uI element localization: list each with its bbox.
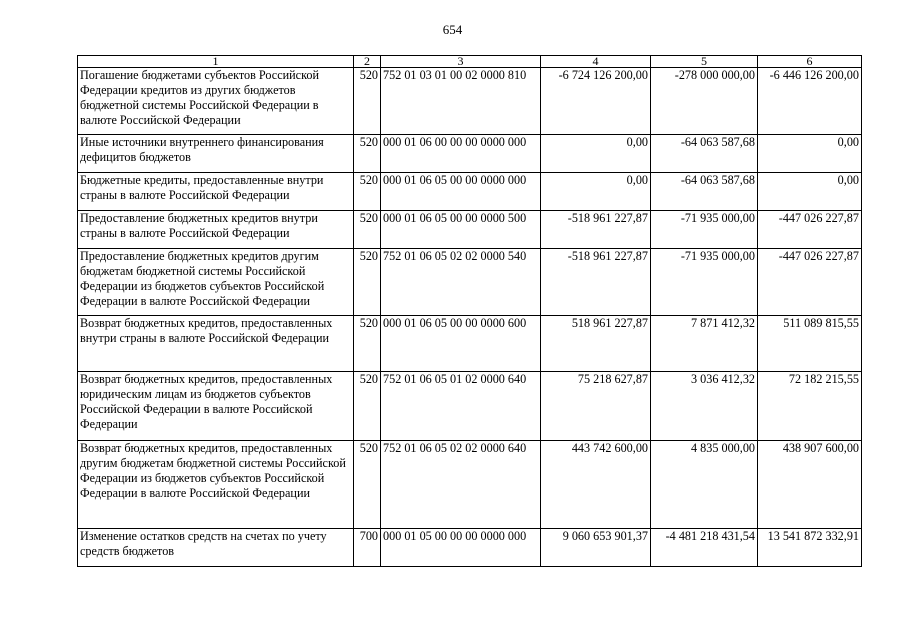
value-col6-cell: 0,00 bbox=[758, 135, 862, 173]
value-col6-cell: -6 446 126 200,00 bbox=[758, 68, 862, 135]
value-col4-cell: 0,00 bbox=[541, 135, 651, 173]
value-col6-cell: 13 541 872 332,91 bbox=[758, 529, 862, 567]
budget-code-cell: 752 01 06 05 01 02 0000 640 bbox=[381, 372, 541, 441]
table-row bbox=[78, 211, 862, 249]
table-body bbox=[78, 56, 862, 567]
admin-code-cell: 520 bbox=[354, 173, 381, 211]
admin-code-cell: 520 bbox=[354, 316, 381, 372]
row-name-cell: Возврат бюджетных кредитов, предоставленных юридическим лицам из бюджетов субъектов Российской Федерации в валюте Российской Федерации bbox=[78, 372, 354, 441]
value-col6-cell: 72 182 215,55 bbox=[758, 372, 862, 441]
value-col5-cell: -71 935 000,00 bbox=[651, 211, 758, 249]
row-name-cell: Иные источники внутреннего финансирования дефицитов бюджетов bbox=[78, 135, 354, 173]
row-name-cell: Бюджетные кредиты, предоставленные внутри страны в валюте Российской Федерации bbox=[78, 173, 354, 211]
admin-code-cell: 520 bbox=[354, 372, 381, 441]
table-row bbox=[78, 529, 862, 567]
row-name-cell: Возврат бюджетных кредитов, предоставленных другим бюджетам бюджетной системы Российской Федерации из бюджетов субъектов Российской Федерации в валюте Российской Федерации bbox=[78, 441, 354, 529]
value-col4-cell: -518 961 227,87 bbox=[541, 249, 651, 316]
table-row bbox=[78, 68, 862, 135]
column-header: 3 bbox=[381, 56, 541, 68]
table-row bbox=[78, 173, 862, 211]
column-header: 6 bbox=[758, 56, 862, 68]
admin-code-cell: 520 bbox=[354, 135, 381, 173]
value-col4-cell: 518 961 227,87 bbox=[541, 316, 651, 372]
column-header: 5 bbox=[651, 56, 758, 68]
value-col4-cell: -6 724 126 200,00 bbox=[541, 68, 651, 135]
budget-code-cell: 000 01 06 05 00 00 0000 000 bbox=[381, 173, 541, 211]
budget-code-cell: 752 01 06 05 02 02 0000 540 bbox=[381, 249, 541, 316]
row-name-cell: Погашение бюджетами субъектов Российской Федерации кредитов из других бюджетов бюджетной системы Российской Федерации в валюте Российской Федерации bbox=[78, 68, 354, 135]
row-name-cell: Возврат бюджетных кредитов, предоставленных внутри страны в валюте Российской Федерации bbox=[78, 316, 354, 372]
admin-code-cell: 700 bbox=[354, 529, 381, 567]
budget-code-cell: 000 01 05 00 00 00 0000 000 bbox=[381, 529, 541, 567]
value-col4-cell: 443 742 600,00 bbox=[541, 441, 651, 529]
column-header: 4 bbox=[541, 56, 651, 68]
admin-code-cell: 520 bbox=[354, 249, 381, 316]
value-col6-cell: 438 907 600,00 bbox=[758, 441, 862, 529]
admin-code-cell: 520 bbox=[354, 211, 381, 249]
value-col6-cell: 511 089 815,55 bbox=[758, 316, 862, 372]
budget-code-cell: 000 01 06 00 00 00 0000 000 bbox=[381, 135, 541, 173]
budget-sources-table bbox=[77, 55, 862, 567]
table-row bbox=[78, 372, 862, 441]
budget-code-cell: 000 01 06 05 00 00 0000 600 bbox=[381, 316, 541, 372]
table-row bbox=[78, 441, 862, 529]
value-col6-cell: -447 026 227,87 bbox=[758, 249, 862, 316]
value-col5-cell: -71 935 000,00 bbox=[651, 249, 758, 316]
table-row bbox=[78, 249, 862, 316]
value-col5-cell: -4 481 218 431,54 bbox=[651, 529, 758, 567]
value-col5-cell: 7 871 412,32 bbox=[651, 316, 758, 372]
value-col6-cell: 0,00 bbox=[758, 173, 862, 211]
value-col4-cell: -518 961 227,87 bbox=[541, 211, 651, 249]
value-col5-cell: -64 063 587,68 bbox=[651, 173, 758, 211]
value-col5-cell: -64 063 587,68 bbox=[651, 135, 758, 173]
row-name-cell: Предоставление бюджетных кредитов другим бюджетам бюджетной системы Российской Федерации из бюджетов субъектов Российской Федерации в валюте Российской Федерации bbox=[78, 249, 354, 316]
value-col4-cell: 9 060 653 901,37 bbox=[541, 529, 651, 567]
budget-code-cell: 752 01 06 05 02 02 0000 640 bbox=[381, 441, 541, 529]
admin-code-cell: 520 bbox=[354, 68, 381, 135]
column-number-row bbox=[78, 56, 862, 68]
page-number: 654 bbox=[442, 22, 463, 37]
value-col5-cell: -278 000 000,00 bbox=[651, 68, 758, 135]
value-col6-cell: -447 026 227,87 bbox=[758, 211, 862, 249]
budget-code-cell: 752 01 03 01 00 02 0000 810 bbox=[381, 68, 541, 135]
value-col5-cell: 3 036 412,32 bbox=[651, 372, 758, 441]
row-name-cell: Предоставление бюджетных кредитов внутри страны в валюте Российской Федерации bbox=[78, 211, 354, 249]
column-header: 1 bbox=[78, 56, 354, 68]
budget-code-cell: 000 01 06 05 00 00 0000 500 bbox=[381, 211, 541, 249]
value-col5-cell: 4 835 000,00 bbox=[651, 441, 758, 529]
row-name-cell: Изменение остатков средств на счетах по учету средств бюджетов bbox=[78, 529, 354, 567]
table-row bbox=[78, 135, 862, 173]
column-header: 2 bbox=[354, 56, 381, 68]
admin-code-cell: 520 bbox=[354, 441, 381, 529]
value-col4-cell: 0,00 bbox=[541, 173, 651, 211]
value-col4-cell: 75 218 627,87 bbox=[541, 372, 651, 441]
table-row bbox=[78, 316, 862, 372]
